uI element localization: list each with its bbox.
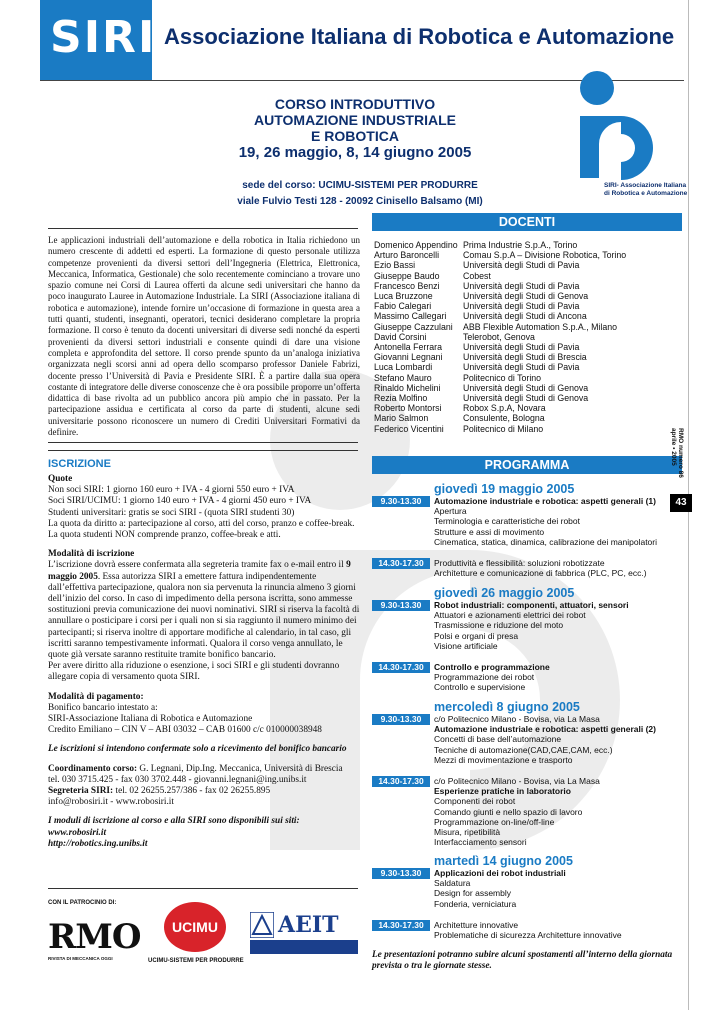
quote-block [48,474,360,541]
docente-name: Giuseppe Baudo [374,270,440,281]
session-line: Architetture e comunicazione di fabbrica (PLC, PC, ecc.) [434,568,647,579]
pagamento-line: SIRI-Associazione Italiana di Robotica e Automazione [48,714,253,725]
session-items [434,776,600,847]
ucimu-logo [148,902,244,970]
course-venue [200,178,520,210]
session-line: Comando giunti e nello spazio di lavoro [434,806,583,817]
quote-line: Studenti universitari: gratis se soci SIRI - (quota SIRI studenti 30) [48,507,295,518]
docente-name: Domenico Appendino [374,240,458,250]
session-time: 9.30-13.30 [372,600,430,611]
docente-row [374,260,684,270]
rmo-logo [48,917,141,964]
session-line: c/o Politecnico Milano - Bovisa, via La Masa [434,714,600,724]
programma-header: PROGRAMMA [372,456,682,474]
session-line: Trasmissione e riduzione del moto [434,620,564,631]
session-line: Problematiche di sicurezza Architetture innovative [434,930,622,941]
docente-row [374,342,684,352]
issue-line: aprile • 2005 [670,428,677,466]
docente-row [374,240,684,250]
session-time: 14.30-17.30 [372,776,430,787]
session-time: 14.30-17.30 [372,558,430,569]
docente-name: Francesco Benzi [374,280,440,291]
quote-line: La quota studenti NON comprende pranzo, coffee-break e atti. [48,530,281,541]
docente-row [374,332,684,342]
docente-affiliation: Università degli Studi di Pavia [463,260,580,271]
segreteria-label: Segreteria SIRI: [48,786,114,797]
course-title [210,96,500,144]
venue-line: sede del corso: UCIMU-SISTEMI PER PRODURRE [242,180,478,191]
session-line: c/o Politecnico Milano - Bovisa, via La Masa [434,776,600,786]
iscrizione-body [48,474,360,858]
session-time: 9.30-13.30 [372,868,430,879]
pagamento-title: Modalità di pagamento: [48,691,144,702]
intro-divider-bottom [48,442,358,443]
session-time: 9.30-13.30 [372,714,430,725]
docente-affiliation: Università degli Studi di Genova [463,393,589,404]
docente-affiliation: Prima Industrie S.p.A., Torino [463,240,578,250]
docente-row [374,424,684,434]
docente-row [374,250,684,260]
pagamento-line: Bonifico bancario intestato a: [48,702,158,713]
docente-affiliation: Università degli Studi di Pavia [463,362,580,373]
session-line: Automazione industriale e robotica: aspetti generali (1) [434,496,656,506]
docente-row [374,383,684,393]
page-number: 43 [670,494,692,512]
docente-name: Federico Vicentini [374,423,444,434]
modalita-extra: Per avere diritto alla riduzione o esenzione, i soci SIRI e gli studenti dovranno allegare copia di versamento quota SIRI. [48,661,340,683]
modalita-text: . Essa autorizza SIRI a emettere fattura indipendentemente dall’effettiva partecipazione, qualora non sia pervenuta la rinuncia almeno 3 giorni dell’inizio del corso. In caso di impedimento della persona iscritta, sono ammesse sostituzioni previa comunicazione dei nuovi nominativi. SIRI si riserva la facoltà di annullare o posticipare i corsi per i quali non si sia raggiunto il numero minimo dei partecipanti; si riserva inoltre di apportare modifiche al calendario, in tal caso, gli iscritti saranno tempestivamente informati. Qualora il corso venga annullato, le quote già versate saranno restituite tramite bonifico bancario. [48,571,360,661]
segreteria-text: tel. 02 26255.257/386 - fax 02 26255.895 [113,786,271,797]
session-items [434,662,550,693]
session-line: Polsi e organi di presa [434,630,519,641]
session-time: 9.30-13.30 [372,496,430,507]
aeit-logo-text: AEIT [278,912,339,938]
docente-affiliation: Robox S.p.A, Novara [463,403,546,414]
day-title: martedì 14 giugno 2005 [434,854,573,868]
bonifico-note: Le iscrizioni si intendono confermate solo a ricevimento del bonifico bancario [48,744,347,755]
aeit-emblem-icon [250,912,274,938]
docente-affiliation: Comau S.p.A – Divisione Robotica, Torino [463,250,627,261]
docente-name: Massimo Callegari [374,311,447,322]
course-title-line: E ROBOTICA [311,128,399,144]
docenti-header: DOCENTI [372,213,682,231]
moduli-block [48,816,360,850]
logo-caption [604,182,694,198]
iscrizione-divider [48,450,358,451]
modalita-deadline: 9 maggio 2005 [48,560,351,582]
session-items [434,714,656,765]
venue-line: viale Fulvio Testi 128 - 20092 Cinisello Balsamo (MI) [237,196,483,207]
docente-affiliation: Politecnico di Torino [463,372,542,383]
session-items [434,600,629,651]
docente-row [374,413,684,423]
session-line: Robot industriali: componenti, attuatori, sensori [434,600,629,610]
session-line: Concetti di base dell’automazione [434,734,562,745]
coord-label: Coordinamento corso: [48,763,138,774]
session-line: Saldatura [434,878,471,889]
docente-name: Luca Bruzzone [374,291,433,302]
docente-affiliation: Università degli Studi di Genova [463,291,589,302]
quote-line: Non soci SIRI: 1 giorno 160 euro + IVA - 4 giorni 550 euro + IVA [48,485,295,496]
pagamento-block [48,692,360,737]
session-line: Produttività e flessibilità: soluzioni robotizzate [434,558,605,568]
rmo-logo-subtitle: RIVISTA DI MECCANICA OGGI [48,956,113,961]
patrocinio-divider [48,888,358,889]
session-line: Automazione industriale e robotica: aspetti generali (2) [434,724,656,735]
intro-divider-top [48,228,358,229]
docente-row [374,291,684,301]
session-items [434,496,657,547]
issue-text [670,428,684,490]
docente-row [374,322,684,332]
docente-name: David Corsini [374,331,427,342]
docente-affiliation: Università degli Studi di Pavia [463,301,580,312]
contacts-block [48,764,360,809]
siri-brand-box: SIRI [40,0,152,80]
course-title-line: CORSO INTRODUTTIVO [274,96,436,112]
session-items [434,920,622,940]
session-line: Apertura [434,506,467,517]
session-line: Architetture innovative [434,920,519,930]
segreteria-contact: info@robosiri.it - www.robosiri.it [48,797,174,808]
issue-line: RMO numero 86 [677,428,684,478]
session-line: Strutture e assi di movimento [434,526,545,537]
aeit-logo [250,912,358,960]
intro-paragraph: Le applicazioni industriali dell’automazione e della robotica in Italia richiedono un numero crescente di addetti ed esperti. La formazione di questo personale utilizza competenze provenienti da diversi settori dell’Ingegneria (Elettrica, Elettronica, Meccanica, Informatica, Gestionale) che solo recentemente cominciano a trovare uno spazio comune nei Corsi di Laurea offerti da alcune sedi universitari che hanno da poco inaugurato Lauree in Automazione Industriale. La SIRI (Associazione italiana di robotica e automazione), intende fornire un’occasione di formazione in questa area a tutti quanti, studenti, insegnanti, operatori, tecnici desiderano completare la propria formazione. Il corso è tenuto da docenti universitari di diverse sedi nonché da esperti provenienti da diversi settori industriali e consente quindi di dare una visione completa e approfondita del settore. Il corso prende spunto da un’analoga iniziativa organizzata negli scorsi anni ad opera dello scomparso professor Daniele Fabrizi, docente presso l’Università di Pavia e Presidente SIRI. È a partire dalla sua opera costante di integratore delle diverse conoscenze che è ora possibile proporre un’offerta didattica di base rivolta ad un pubblico ancora più ampio che in passato. Per la partecipazione assidua e certificata al corso da parte di studenti, alcune sedi universitarie possono riconoscere un numero di Crediti Universitari Formativi da definire. [48,235,360,438]
day-title: mercoledì 8 giugno 2005 [434,700,580,714]
modalita-block [48,549,360,683]
siri-logo-icon [575,66,665,186]
course-title-line: AUTOMAZIONE INDUSTRIALE [254,112,456,128]
docente-name: Rinaldo Michelini [374,382,441,393]
coord-contact: tel. 030 3715.425 - fax 030 3702.448 - giovanni.legnani@ing.unibs.it [48,774,307,785]
docente-name: Rezia Molfino [374,393,428,404]
moduli-link[interactable]: www.robosiri.it [48,827,107,838]
moduli-link[interactable]: http://robotics.ing.unibs.it [48,838,148,849]
patrocinio-label: CON IL PATROCINIO DI: [48,900,117,906]
session-items [434,558,647,578]
docente-name: Mario Salmon [374,413,429,424]
session-line: Componenti dei robot [434,796,516,807]
docente-row [374,311,684,321]
docente-name: Giovanni Legnani [374,352,443,363]
session-line: Fonderia, verniciatura [434,898,517,909]
docente-affiliation: Cobest [463,270,491,281]
session-line: Programmazione on-line/off-line [434,816,555,827]
day-title: giovedì 26 maggio 2005 [434,586,575,600]
docente-affiliation: Università degli Studi di Genova [463,382,589,393]
ucimu-logo-mark: UCIMU [164,902,226,952]
session-line: Programmazione dei robot [434,672,535,683]
docente-row [374,301,684,311]
course-dates: 19, 26 maggio, 8, 14 giugno 2005 [238,144,472,161]
session-time: 14.30-17.30 [372,920,430,931]
quote-title: Quote [48,474,73,484]
coord-text: G. Legnani, Dip.Ing. Meccanica, Università di Brescia [137,763,343,774]
docente-affiliation: Università degli Studi di Pavia [463,342,580,353]
session-line: Controllo e programmazione [434,662,550,672]
docente-name: Giuseppe Cazzulani [374,321,453,332]
docente-name: Ezio Bassi [374,260,416,271]
logo-caption-line: di Robotica e Automazione [604,190,688,197]
association-title: Associazione Italiana di Robotica e Automazione [164,24,675,49]
session-line: Cinematica, statica, dinamica, calibrazione dei manipolatori [434,536,657,547]
docente-row [374,362,684,372]
session-line: Terminologia e caratteristiche dei robot [434,516,580,527]
docente-row [374,373,684,383]
docente-row [374,403,684,413]
docente-name: Fabio Calegari [374,301,432,312]
session-line: Attuatori e azionamenti elettrici dei robot [434,610,586,621]
docente-name: Roberto Montorsi [374,403,442,414]
docente-affiliation: Università degli Studi di Ancona [463,311,587,322]
session-line: Visione artificiale [434,640,498,651]
docente-row [374,393,684,403]
session-line: Design for assembly [434,888,512,899]
session-line: Mezzi di movimentazione e trasporto [434,754,573,765]
rmo-logo-text: RMO [48,917,141,957]
session-time: 14.30-17.30 [372,662,430,673]
quote-line: La quota da diritto a: partecipazione al corso, atti del corso, pranzo e coffee-break. [48,518,355,529]
docente-row [374,271,684,281]
docente-name: Arturo Baroncelli [374,250,440,261]
day-title: giovedì 19 maggio 2005 [434,482,575,496]
magazine-issue [670,428,684,490]
session-line: Misura, ripetibilità [434,827,501,838]
modalita-text: L’iscrizione dovrà essere confermata alla segreteria tramite fax o e-mail entro il [48,560,347,571]
docente-affiliation: Università degli Studi di Brescia [463,352,587,363]
session-line: Controllo e supervisione [434,682,526,693]
modalita-title: Modalità di iscrizione [48,549,135,560]
docente-affiliation: ABB Flexible Automation S.p.A., Milano [463,321,618,332]
docente-row [374,281,684,291]
logo-caption-line: SIRI- Associazione Italiana [604,182,687,189]
docente-affiliation: Consulente, Bologna [463,413,545,424]
programma-note: Le presentazioni potranno subire alcuni spostamenti all’interno della giornata prevista o tra le giornate stesse. [372,950,673,971]
docente-affiliation: Telerobot, Genova [463,331,535,342]
aeit-logo-band [250,940,358,954]
iscrizione-title: ISCRIZIONE [48,458,111,470]
docenti-list [374,240,684,434]
session-line: Esperienze pratiche in laboratorio [434,786,571,797]
quote-line: Soci SIRI/UCIMU: 1 giorno 140 euro + IVA - 4 giorni 450 euro + IVA [48,496,312,507]
docente-name: Stefano Mauro [374,372,432,383]
moduli-text: I moduli di iscrizione al corso e alla SIRI sono disponibili sui siti: [48,816,300,827]
docente-row [374,352,684,362]
docente-affiliation: Università degli Studi di Pavia [463,280,580,291]
session-line: Applicazioni dei robot industriali [434,868,566,878]
docente-name: Antonella Ferrara [374,342,442,353]
docente-name: Luca Lombardi [374,362,433,373]
session-line: Tecniche di automazione(CAD,CAE,CAM, ecc.) [434,744,613,755]
session-line: Interfacciamento sensori [434,837,527,848]
session-items [434,868,566,909]
pagamento-line: Credito Emiliano – CIN V – ABI 03032 – CAB 01600 c/c 010000038948 [48,725,322,736]
docente-affiliation: Politecnico di Milano [463,423,544,434]
ucimu-logo-subtitle: UCIMU-SISTEMI PER PRODURRE [148,958,244,964]
